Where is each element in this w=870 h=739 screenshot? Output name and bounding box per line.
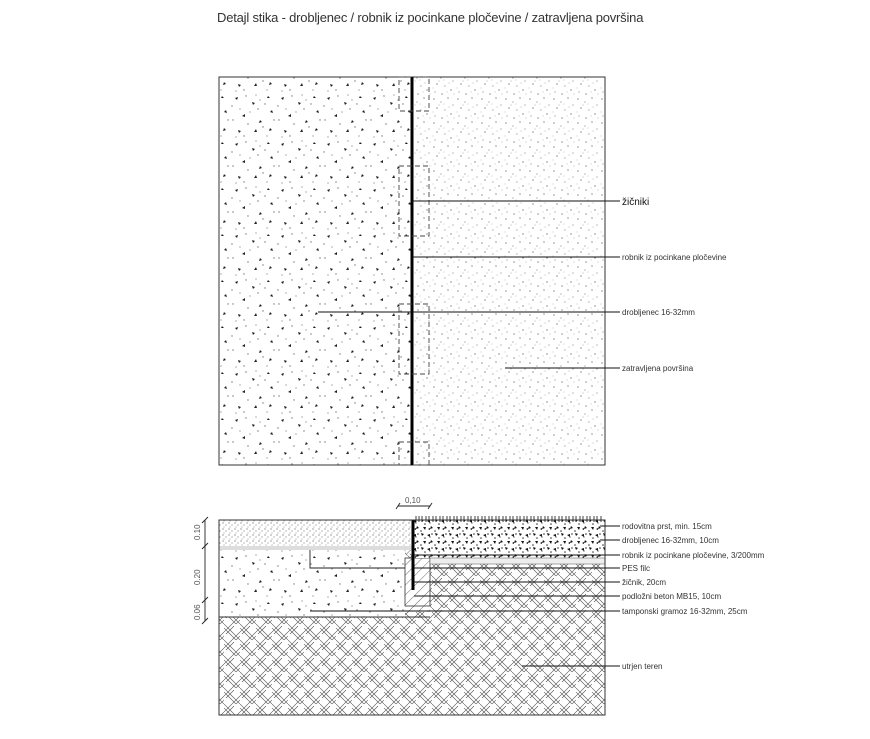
drawing-title: Detajl stika - drobljenec / robnik iz pocinkane pločevine / zatravljena površina [217,10,644,25]
gravel-area [219,77,412,465]
dim-top-010: 0,10 [405,496,421,505]
label-drobljenec-10cm: drobljenec 16-32mm, 10cm [622,536,719,545]
label-tamponski-gramoz: tamponski gramoz 16-32mm, 25cm [622,607,748,616]
label-zicnik: žičnik, 20cm [622,578,667,587]
dim-020: 0.20 [193,569,202,585]
label-zicniki: žičniki [622,197,650,208]
plan-view [219,77,727,465]
label-robnik-section: robnik iz pocinkane pločevine, 3/200mm [622,551,765,560]
label-robnik: robnik iz pocinkane pločevine [622,253,727,262]
label-rodovitna-prst: rodovitna prst, min. 15cm [622,522,712,531]
label-pes-filc: PES filc [622,564,651,573]
dim-006: 0.06 [193,604,202,620]
grass-area [412,77,605,465]
label-podlozni-beton: podložni beton MB15, 10cm [622,592,722,601]
concrete-left [219,550,405,617]
gravel-layer-right [414,520,605,558]
label-utrjen-teren: utrjen teren [622,662,663,671]
label-drobljenec: drobljenec 16-32mm [622,308,695,317]
label-zatravljena: zatravljena površina [622,364,694,373]
topsoil-left [219,520,414,546]
dim-010: 0.10 [193,524,202,540]
section-view [193,496,765,715]
